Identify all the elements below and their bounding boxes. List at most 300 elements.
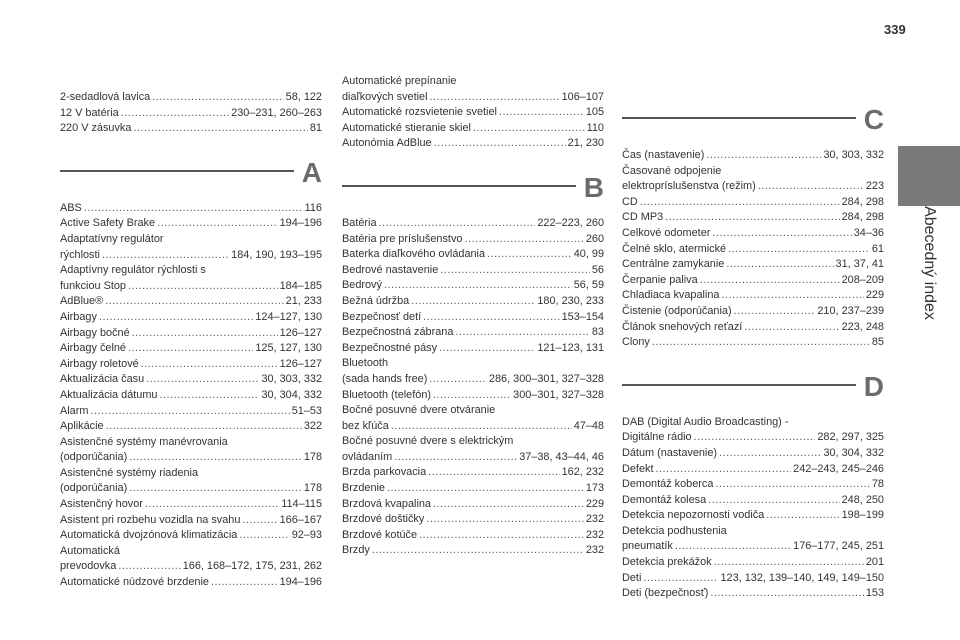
index-term: Bluetooth (telefón) [342, 388, 431, 401]
index-term: Demontáž koberca [622, 478, 714, 491]
index-entry-main [622, 571, 884, 587]
dot-leader [423, 310, 559, 326]
index-entry-line: DAB (Digital Audio Broadcasting) - [622, 415, 789, 428]
dot-leader [721, 288, 863, 304]
index-entry-main [342, 450, 604, 466]
page-refs: 106–107 [561, 90, 604, 103]
dot-leader [129, 481, 302, 497]
index-entry-main [60, 481, 322, 497]
index-term: Autonómia AdBlue [342, 137, 432, 150]
page-refs: 223 [865, 180, 884, 193]
index-entry-main [622, 586, 884, 602]
index-term: Brzdy [342, 544, 370, 557]
page-refs: 230–231, 260–263 [231, 106, 322, 119]
page-refs: 176–177, 245, 251 [793, 540, 884, 553]
page-refs: 178 [303, 451, 322, 464]
dot-leader [499, 105, 584, 121]
page-refs: 194–196 [279, 576, 322, 589]
dot-leader [433, 388, 511, 404]
index-entry-main [622, 226, 884, 242]
section-divider [60, 170, 294, 172]
index-entry-line: Bluetooth [342, 357, 389, 370]
index-term: 2-sedadlová lavica [60, 91, 151, 103]
index-entry-main [342, 232, 604, 248]
page-refs: 105 [585, 106, 604, 119]
dot-leader [426, 512, 584, 528]
dot-leader [159, 388, 259, 404]
index-term: Brzdenie [342, 482, 385, 495]
dot-leader [640, 195, 840, 211]
index-entry-main [60, 450, 322, 466]
page-refs: 194–196 [279, 217, 322, 230]
index-entry-main [342, 341, 604, 357]
index-entry [342, 136, 604, 152]
dot-leader [211, 575, 278, 591]
page-refs: 282, 297, 325 [817, 431, 884, 444]
index-entry [622, 273, 884, 289]
index-term: Bedrový [342, 279, 382, 292]
section-divider [622, 117, 856, 119]
index-entry [622, 462, 884, 478]
index-term: rýchlosti [60, 248, 100, 261]
dot-leader [434, 136, 566, 152]
index-entry-main [622, 320, 884, 336]
index-term: CD MP3 [622, 211, 664, 224]
page-refs: 180, 230, 233 [537, 294, 604, 307]
index-term: Aktualizácia dátumu [60, 388, 158, 401]
dot-leader [655, 462, 791, 478]
page-refs: 166–167 [279, 513, 322, 526]
index-entry-main [342, 543, 604, 559]
index-entry [622, 288, 884, 304]
dot-leader [694, 430, 816, 446]
page-refs: 78 [871, 478, 884, 491]
dot-leader [242, 513, 277, 529]
index-entry [622, 524, 884, 555]
page-refs: 21, 233 [285, 295, 322, 308]
dot-leader [675, 539, 791, 555]
page-refs: 37–38, 43–44, 46 [519, 450, 604, 463]
page-refs: 30, 304, 332 [823, 446, 884, 459]
index-entry [622, 304, 884, 320]
index-entry [342, 105, 604, 121]
index-term: Clony [622, 336, 650, 349]
dot-leader [719, 446, 821, 462]
page-refs: 284, 298 [841, 211, 884, 224]
index-entry [60, 388, 322, 404]
index-entry-main [622, 430, 884, 446]
index-term: Bedrové nastavenie [342, 263, 439, 276]
index-entry-main [622, 288, 884, 304]
index-entry [60, 575, 322, 591]
section-divider [342, 185, 576, 187]
index-entry [342, 341, 604, 357]
index-entry [60, 528, 322, 544]
dot-leader [105, 294, 284, 310]
index-entry-main [342, 419, 604, 435]
index-entry [622, 242, 884, 258]
page-refs: 242–243, 245–246 [793, 462, 884, 475]
index-entry [622, 493, 884, 509]
index-entry [622, 446, 884, 462]
dot-leader [706, 148, 821, 164]
index-entry-main [342, 105, 604, 121]
dot-leader [411, 294, 535, 310]
index-entry-main [622, 257, 884, 273]
dot-leader [84, 201, 303, 217]
index-entry-main [622, 335, 884, 351]
index-term: Asistent pri rozbehu vozidla na svahu [60, 513, 241, 526]
page-refs: 124–127, 130 [255, 310, 322, 323]
side-label: Abecedný index [921, 206, 938, 320]
index-entry-main [622, 462, 884, 478]
index-entry-main [342, 512, 604, 528]
index-entry [60, 466, 322, 497]
index-entry [622, 335, 884, 351]
index-entry-main [60, 419, 322, 435]
page-refs: 184–185 [279, 279, 322, 292]
index-term: Deti [622, 571, 642, 584]
page-refs: 34–36 [853, 226, 884, 239]
index-term: Baterka diaľkového ovládania [342, 248, 486, 261]
index-entry [342, 232, 604, 248]
index-entry-main [622, 477, 884, 493]
index-entry-main [622, 539, 884, 555]
index-entry-line: Časované odpojenie [622, 164, 722, 177]
page-refs: 58, 122 [285, 91, 322, 103]
page-refs: 208–209 [841, 273, 884, 286]
index-entry [342, 310, 604, 326]
index-term: ovládaním [342, 450, 393, 463]
section-header [622, 98, 884, 142]
index-entry-main [622, 210, 884, 226]
index-entry-main [622, 555, 884, 571]
index-term: elektropríslušenstva (režim) [622, 180, 756, 193]
page-refs: 30, 303, 332 [823, 149, 884, 161]
index-entry-main [60, 90, 322, 106]
index-entry-main [342, 136, 604, 152]
page-refs: 83 [591, 326, 604, 339]
index-term: Airbagy bočné [60, 326, 130, 339]
index-entry-line: Automatické prepínanie [342, 75, 457, 87]
dot-leader [439, 341, 535, 357]
index-term: (odporúčania) [60, 482, 128, 495]
index-entry-main [60, 513, 322, 529]
index-term: Článok snehových reťazí [622, 320, 743, 333]
page-refs: 81 [309, 122, 322, 135]
dot-leader [90, 404, 289, 420]
dot-leader [419, 528, 584, 544]
index-entry [60, 404, 322, 420]
dot-leader [652, 335, 870, 351]
index-entry-main [60, 121, 322, 137]
index-entry-main [60, 201, 322, 217]
index-term: Bežná údržba [342, 294, 410, 307]
page-refs: 260 [585, 232, 604, 245]
dot-leader [157, 216, 278, 232]
dot-leader [145, 497, 279, 513]
dot-leader [700, 273, 840, 289]
index-term: Bezpečnosť detí [342, 310, 422, 323]
dot-leader [665, 210, 839, 226]
index-entry-main [342, 216, 604, 232]
dot-leader [766, 508, 839, 524]
index-column-2 [342, 74, 604, 559]
index-term: Aktualizácia času [60, 373, 145, 386]
index-term: Deti (bezpečnosť) [622, 587, 709, 600]
dot-leader [744, 320, 839, 336]
section-header [622, 365, 884, 409]
index-entry-line: Bočné posuvné dvere otváranie [342, 404, 496, 417]
index-term: Detekcia prekážok [622, 556, 712, 569]
index-entry [622, 320, 884, 336]
dot-leader [239, 528, 289, 544]
index-entry-main [342, 278, 604, 294]
index-entry-main [622, 508, 884, 524]
dot-leader [128, 341, 253, 357]
page-refs: 31, 37, 41 [835, 258, 884, 271]
index-term: funkciou Stop [60, 279, 126, 292]
dot-leader [433, 497, 584, 513]
index-entry [342, 325, 604, 341]
index-entry [342, 528, 604, 544]
index-term: Demontáž kolesa [622, 493, 707, 506]
index-entry-line: Adaptívny regulátor rýchlosti s [60, 264, 206, 277]
page-refs: 110 [586, 121, 604, 134]
index-entry [342, 278, 604, 294]
index-entry [60, 341, 322, 357]
index-entry [622, 226, 884, 242]
index-entry [342, 356, 604, 387]
index-term: Automatické stieranie skiel [342, 121, 471, 134]
page-refs: 153 [865, 587, 884, 600]
index-entry [60, 216, 322, 232]
index-term: ABS [60, 201, 82, 214]
index-entry-main [342, 465, 604, 481]
index-entry-line: Automatická [60, 544, 120, 557]
index-entry-main [342, 121, 604, 137]
index-entry-main [622, 273, 884, 289]
index-term: (odporúčania) [60, 451, 128, 464]
index-term: Chladiaca kvapalina [622, 289, 720, 302]
page-refs: 30, 304, 332 [261, 388, 322, 401]
index-entry-main [60, 372, 322, 388]
dot-leader [106, 419, 302, 435]
dot-leader [728, 242, 870, 258]
page-refs: 173 [585, 482, 604, 495]
index-entry [60, 326, 322, 342]
index-entry-main [60, 326, 322, 342]
page-refs: 123, 132, 139–140, 149, 149–150 [720, 571, 884, 584]
index-entry-main [342, 388, 604, 404]
index-entry-main [60, 388, 322, 404]
page-refs: 30, 303, 332 [261, 373, 322, 386]
index-term: pneumatík [622, 540, 673, 553]
dot-leader [726, 257, 833, 273]
index-entry [622, 257, 884, 273]
index-entry-main [342, 481, 604, 497]
index-term: Alarm [60, 404, 89, 417]
index-entry [342, 388, 604, 404]
index-entry-main [60, 310, 322, 326]
index-entry-main [60, 294, 322, 310]
index-entry [60, 513, 322, 529]
index-term: Airbagy [60, 310, 97, 323]
index-entry-main [342, 263, 604, 279]
page-refs: 248, 250 [841, 493, 884, 506]
index-entry-main [342, 497, 604, 513]
index-entry-main [60, 279, 322, 295]
page-refs: 125, 127, 130 [255, 342, 322, 355]
page-refs: 166, 168–172, 175, 231, 262 [182, 560, 322, 573]
page-refs: 286, 300–301, 327–328 [488, 372, 604, 385]
index-term: Detekcia nepozornosti vodiča [622, 509, 765, 522]
index-entry-main [622, 148, 884, 164]
index-entry [342, 121, 604, 137]
index-entry [342, 294, 604, 310]
index-term: Bezpečnostné pásy [342, 341, 438, 354]
dot-leader [428, 465, 559, 481]
index-term: Bezpečnostná zábrana [342, 326, 454, 339]
page-refs: 184, 190, 193–195 [231, 248, 322, 261]
index-entry [60, 106, 322, 122]
page-refs: 198–199 [841, 509, 884, 522]
index-entry [622, 555, 884, 571]
dot-leader [487, 247, 572, 263]
page-refs: 284, 298 [841, 195, 884, 208]
section-letter: A [301, 156, 322, 188]
page-refs: 51–53 [291, 404, 322, 417]
index-entry [622, 164, 884, 195]
index-entry-main [60, 341, 322, 357]
index-entry-line: Detekcia podhustenia [622, 524, 727, 537]
index-term: 12 V batéria [60, 106, 119, 119]
dot-leader [708, 493, 839, 509]
dot-leader [394, 450, 517, 466]
index-entry [60, 310, 322, 326]
dot-leader [758, 179, 864, 195]
index-entry [342, 216, 604, 232]
index-entry-main [622, 493, 884, 509]
page-refs: 232 [585, 513, 604, 526]
index-entry-main [622, 304, 884, 320]
index-term: Airbagy roletové [60, 357, 139, 370]
dot-leader [712, 226, 851, 242]
index-entry-main [60, 248, 322, 264]
dot-leader [429, 372, 487, 388]
section-letter: C [863, 104, 884, 135]
dot-leader [440, 263, 590, 279]
page-refs: 56, 59 [573, 279, 604, 292]
page-refs: 201 [865, 556, 884, 569]
page-refs: 223, 248 [841, 320, 884, 333]
page-refs: 56 [591, 263, 604, 276]
index-entry-main [622, 179, 884, 195]
page-number: 339 [884, 22, 906, 37]
index-entry [342, 74, 604, 105]
index-entry-main [342, 325, 604, 341]
index-entry-main [342, 528, 604, 544]
index-term: Dátum (nastavenie) [622, 446, 718, 459]
index-entry [342, 247, 604, 263]
index-entry-line: Bočné posuvné dvere s elektrickým [342, 435, 514, 448]
page-refs: 126–127 [279, 357, 322, 370]
dot-leader [102, 248, 229, 264]
index-entry-main [60, 528, 322, 544]
index-term: diaľkových svetiel [342, 90, 428, 103]
index-entry [60, 232, 322, 263]
index-entry [342, 263, 604, 279]
dot-leader [121, 106, 229, 122]
index-entry-main [60, 106, 322, 122]
index-term: Automatická dvojzónová klimatizácia [60, 529, 238, 542]
index-entry-main [342, 294, 604, 310]
page-refs: 322 [303, 420, 322, 433]
index-term: Asistenčný hovor [60, 498, 143, 511]
index-entry [342, 497, 604, 513]
page-refs: 232 [585, 528, 604, 541]
page-refs: 229 [865, 289, 884, 302]
index-entry [60, 201, 322, 217]
section-letter: B [583, 171, 604, 203]
index-entry [60, 435, 322, 466]
index-entry [622, 415, 884, 446]
page-refs: 232 [585, 544, 604, 557]
section-header [60, 151, 322, 195]
dot-leader [714, 555, 864, 571]
dot-leader [133, 121, 307, 137]
dot-leader [128, 279, 278, 295]
page-refs: 162, 232 [561, 466, 604, 479]
index-entry [622, 210, 884, 226]
page-refs: 210, 237–239 [817, 304, 884, 317]
index-entry [342, 403, 604, 434]
page-refs: 92–93 [291, 529, 322, 542]
index-entry [60, 121, 322, 137]
index-term: Batéria [342, 216, 377, 229]
index-entry [60, 357, 322, 373]
index-side-tab [898, 146, 960, 206]
index-term: Čerpanie paliva [622, 273, 698, 286]
dot-leader [643, 571, 718, 587]
dot-leader [715, 477, 869, 493]
section-letter: D [863, 370, 884, 402]
index-term: 220 V zásuvka [60, 122, 132, 135]
page-refs: 153–154 [561, 310, 604, 323]
page-refs: 126–127 [279, 326, 322, 339]
dot-leader [372, 543, 584, 559]
dot-leader [146, 372, 259, 388]
index-term: Čas (nastavenie) [622, 149, 705, 161]
index-entry-main [342, 372, 604, 388]
index-entry [60, 90, 322, 106]
index-term: Active Safety Brake [60, 217, 156, 230]
page-refs: 178 [303, 482, 322, 495]
index-term: Brzdové kotúče [342, 528, 418, 541]
index-entry-main [60, 357, 322, 373]
index-column-3 [622, 84, 884, 602]
index-term: Čelné sklo, atermické [622, 242, 727, 255]
index-term: Brzdová kvapalina [342, 497, 431, 510]
page-refs: 114–115 [281, 498, 322, 511]
index-entry [60, 419, 322, 435]
index-entry [60, 263, 322, 294]
page-refs: 116 [304, 201, 322, 214]
index-entry [622, 571, 884, 587]
index-entry-main [622, 195, 884, 211]
index-entry [342, 434, 604, 465]
index-entry-line: Adaptatívny regulátor [60, 232, 164, 245]
